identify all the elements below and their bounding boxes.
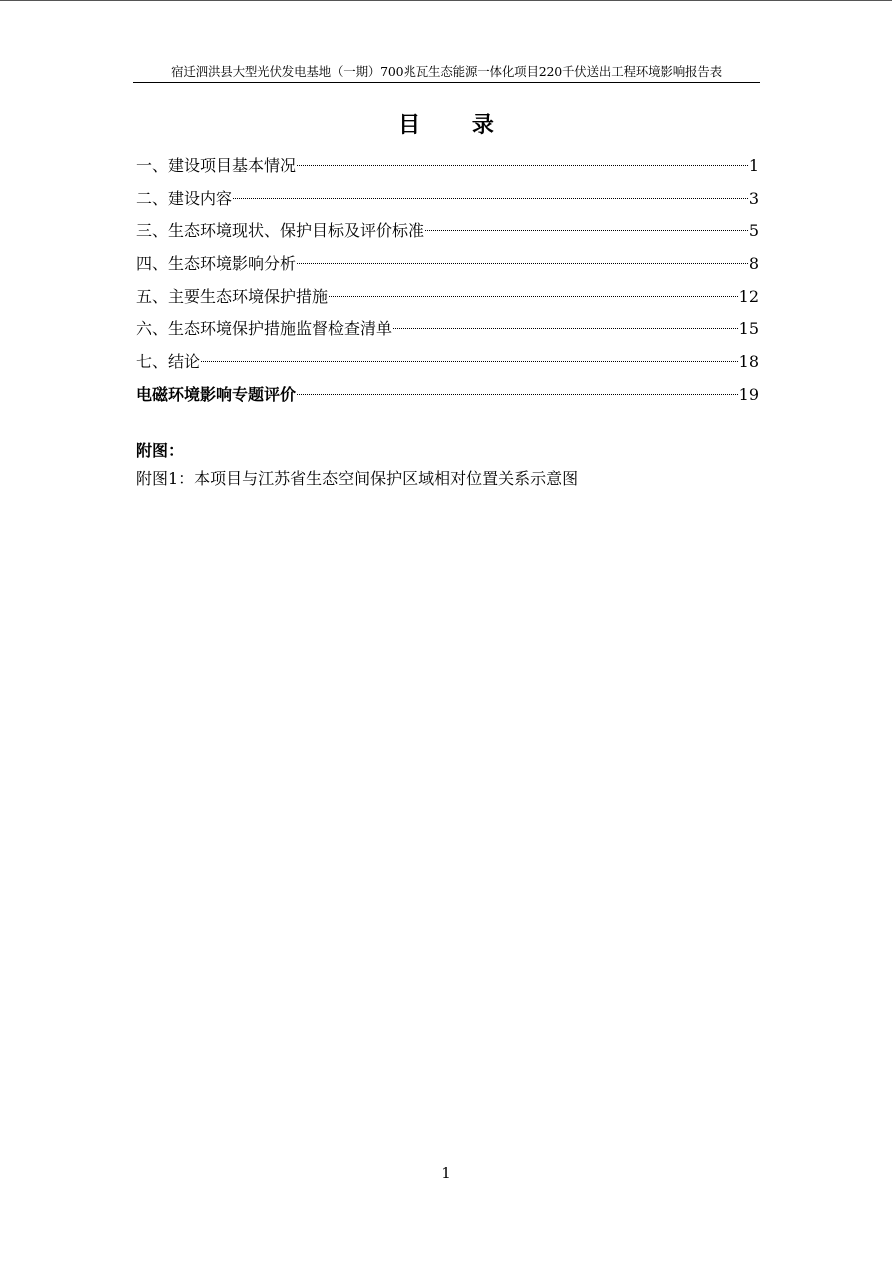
toc-entry-label: 三、生态环境现状、保护目标及评价标准 bbox=[136, 221, 425, 241]
toc-entry-label: 二、建设内容 bbox=[136, 188, 233, 208]
toc-leader-dots bbox=[297, 263, 748, 264]
toc-entry-page: 18 bbox=[738, 352, 759, 372]
toc-leader-dots bbox=[201, 361, 738, 362]
table-of-contents bbox=[136, 150, 759, 412]
toc-entry-page: 8 bbox=[748, 254, 759, 274]
toc-entry-label: 六、生态环境保护措施监督检查清单 bbox=[136, 319, 393, 339]
toc-entry-4[interactable] bbox=[136, 248, 759, 281]
toc-leader-dots bbox=[393, 328, 738, 329]
toc-leader-dots bbox=[233, 198, 748, 199]
page-number: 1 bbox=[441, 1164, 451, 1182]
toc-entry-label: 四、生态环境影响分析 bbox=[136, 254, 297, 274]
toc-entry-5[interactable] bbox=[136, 281, 759, 314]
toc-leader-dots bbox=[329, 296, 738, 297]
figure-list-item[interactable]: 附图1：本项目与江苏省生态空间保护区域相对位置关系示意图 bbox=[136, 469, 579, 488]
toc-entry-1[interactable] bbox=[136, 150, 759, 183]
toc-entry-label: 一、建设项目基本情况 bbox=[136, 156, 297, 175]
toc-entry-8[interactable] bbox=[136, 379, 759, 412]
header-rule bbox=[133, 82, 760, 83]
toc-entry-7[interactable] bbox=[136, 346, 759, 379]
toc-entry-label: 电磁环境影响专题评价 bbox=[136, 384, 297, 404]
page-top-edge bbox=[0, 0, 892, 1]
toc-entry-label: 五、主要生态环境保护措施 bbox=[136, 286, 329, 306]
toc-entry-6[interactable] bbox=[136, 313, 759, 346]
toc-entry-page: 1 bbox=[748, 156, 759, 175]
toc-leader-dots bbox=[297, 165, 748, 166]
toc-entry-page: 19 bbox=[738, 384, 759, 404]
toc-entry-page: 12 bbox=[738, 286, 759, 306]
toc-leader-dots bbox=[297, 394, 738, 395]
running-header: 宿迁泗洪县大型光伏发电基地（一期）700兆瓦生态能源一体化项目220千伏送出工程环境影响报告表 bbox=[171, 64, 722, 79]
toc-entry-2[interactable] bbox=[136, 183, 759, 216]
toc-entry-page: 15 bbox=[738, 319, 759, 339]
toc-title: 目 录 bbox=[398, 112, 516, 138]
toc-entry-page: 3 bbox=[748, 188, 759, 208]
figures-heading: 附图： bbox=[136, 441, 185, 460]
toc-leader-dots bbox=[425, 230, 748, 231]
toc-entry-3[interactable] bbox=[136, 215, 759, 248]
toc-entry-label: 七、结论 bbox=[136, 352, 201, 372]
toc-entry-page: 5 bbox=[748, 221, 759, 241]
